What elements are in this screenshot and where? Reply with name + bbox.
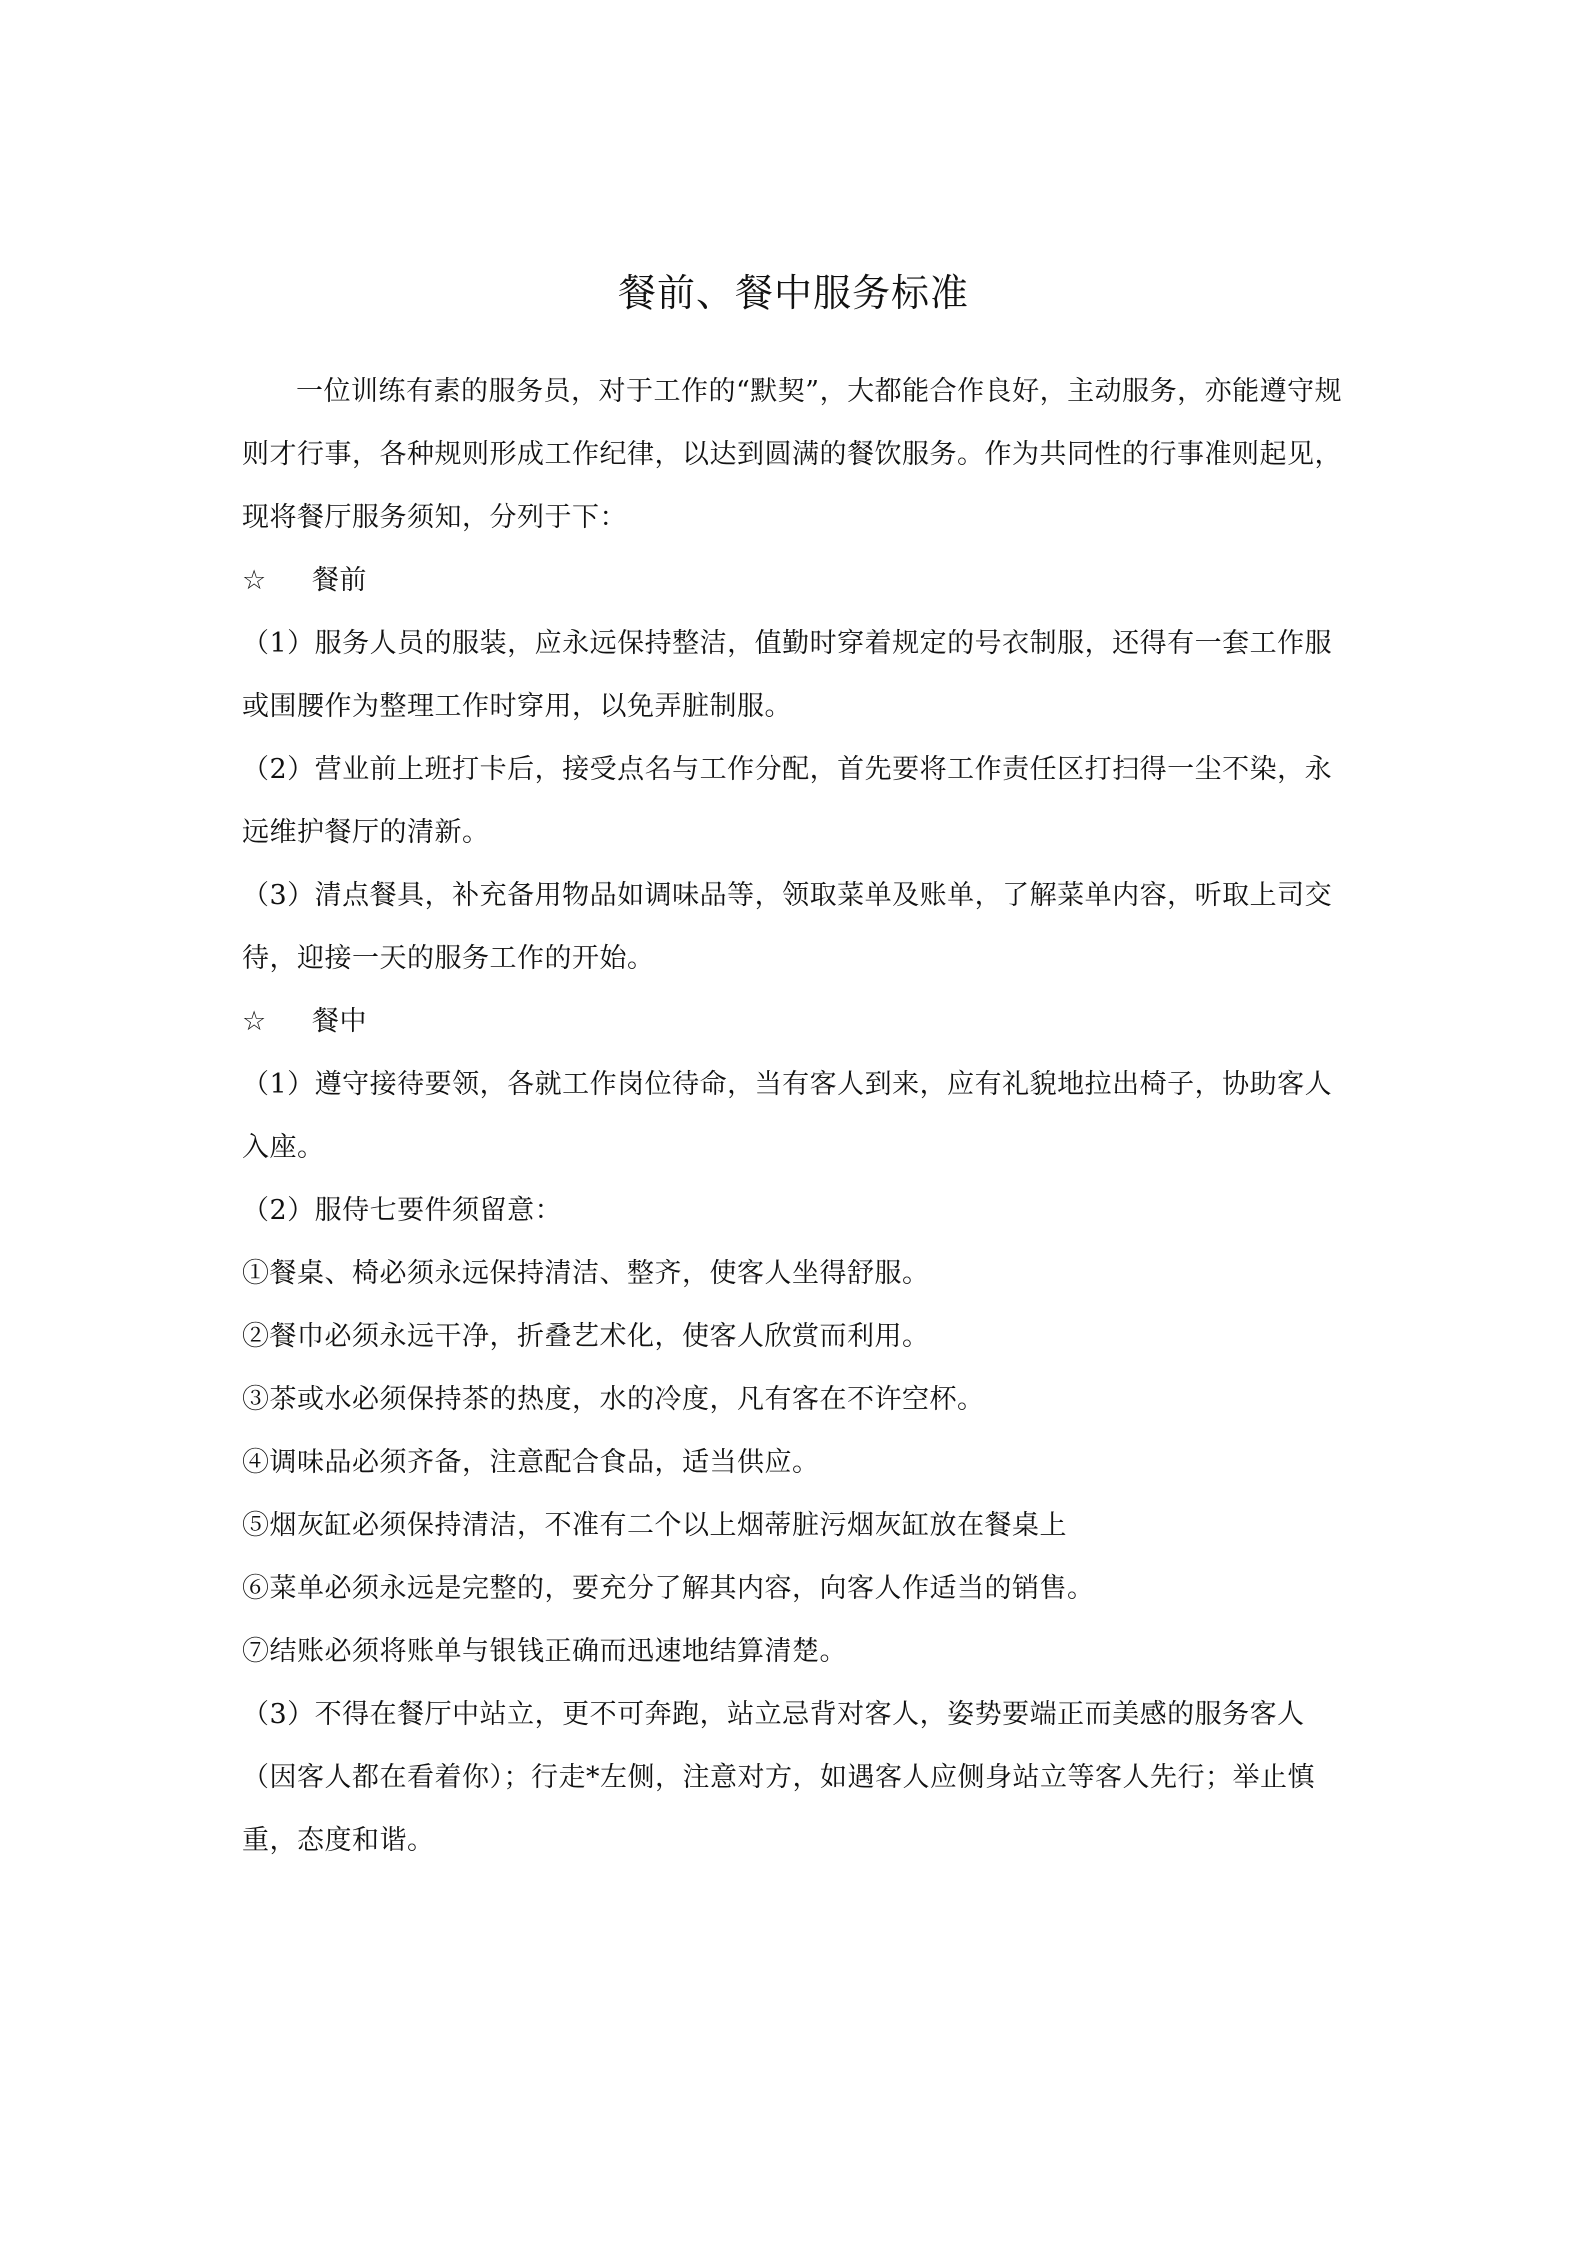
- section-heading-label: 餐前: [312, 565, 367, 596]
- list-item: （3）清点餐具，补充备用物品如调味品等，领取菜单及账单，了解菜单内容，听取上司交待，迎接一天的服务工作的开始。: [242, 880, 1333, 974]
- document-title: 餐前、餐中服务标准: [617, 271, 969, 315]
- list-item: ④调味品必须齐备，注意配合食品，适当供应。: [242, 1447, 820, 1478]
- list-item: （1）遵守接待要领，各就工作岗位待命，当有客人到来，应有礼貌地拉出椅子，协助客人入座。: [242, 1069, 1333, 1163]
- list-item: （1）服务人员的服装，应永远保持整洁，值勤时穿着规定的号衣制服，还得有一套工作服或围腰作为整理工作时穿用，以免弄脏制服。: [242, 628, 1333, 722]
- list-item: （2）营业前上班打卡后，接受点名与工作分配，首先要将工作责任区打扫得一尘不染，永远维护餐厅的清新。: [242, 754, 1333, 848]
- star-icon: ☆: [242, 1006, 267, 1037]
- list-item: ⑤烟灰缸必须保持清洁，不准有二个以上烟蒂脏污烟灰缸放在餐桌上: [242, 1510, 1067, 1541]
- document-body: [242, 360, 1350, 1872]
- intro-paragraph: 一位训练有素的服务员，对于工作的“默契”，大都能合作良好，主动服务，亦能遵守规则才行事，各种规则形成工作纪律，以达到圆满的餐饮服务。作为共同性的行事准则起见，现将餐厅服务须知，分列于下：: [242, 376, 1343, 533]
- list-item: ⑥菜单必须永远是完整的，要充分了解其内容，向客人作适当的销售。: [242, 1573, 1095, 1604]
- list-item: （3）不得在餐厅中站立，更不可奔跑，站立忌背对客人，姿势要端正而美感的服务客人（因客人都在看着你）；行走*左侧，注意对方，如遇客人应侧身站立等客人先行；举止慎重，态度和谐。: [242, 1699, 1315, 1856]
- section-heading-label: 餐中: [312, 1006, 367, 1037]
- list-item: ①餐桌、椅必须永远保持清洁、整齐，使客人坐得舒服。: [242, 1258, 930, 1289]
- section-heading-during-meal: [242, 990, 1350, 1053]
- list-item: ③茶或水必须保持茶的热度，水的冷度，凡有客在不许空杯。: [242, 1384, 985, 1415]
- list-item: （2）服侍七要件须留意：: [242, 1195, 563, 1226]
- list-item: ⑦结账必须将账单与银钱正确而迅速地结算清楚。: [242, 1636, 847, 1667]
- list-item: ②餐巾必须永远干净，折叠艺术化，使客人欣赏而利用。: [242, 1321, 930, 1352]
- star-icon: ☆: [242, 565, 267, 596]
- section-heading-before-meal: [242, 549, 1350, 612]
